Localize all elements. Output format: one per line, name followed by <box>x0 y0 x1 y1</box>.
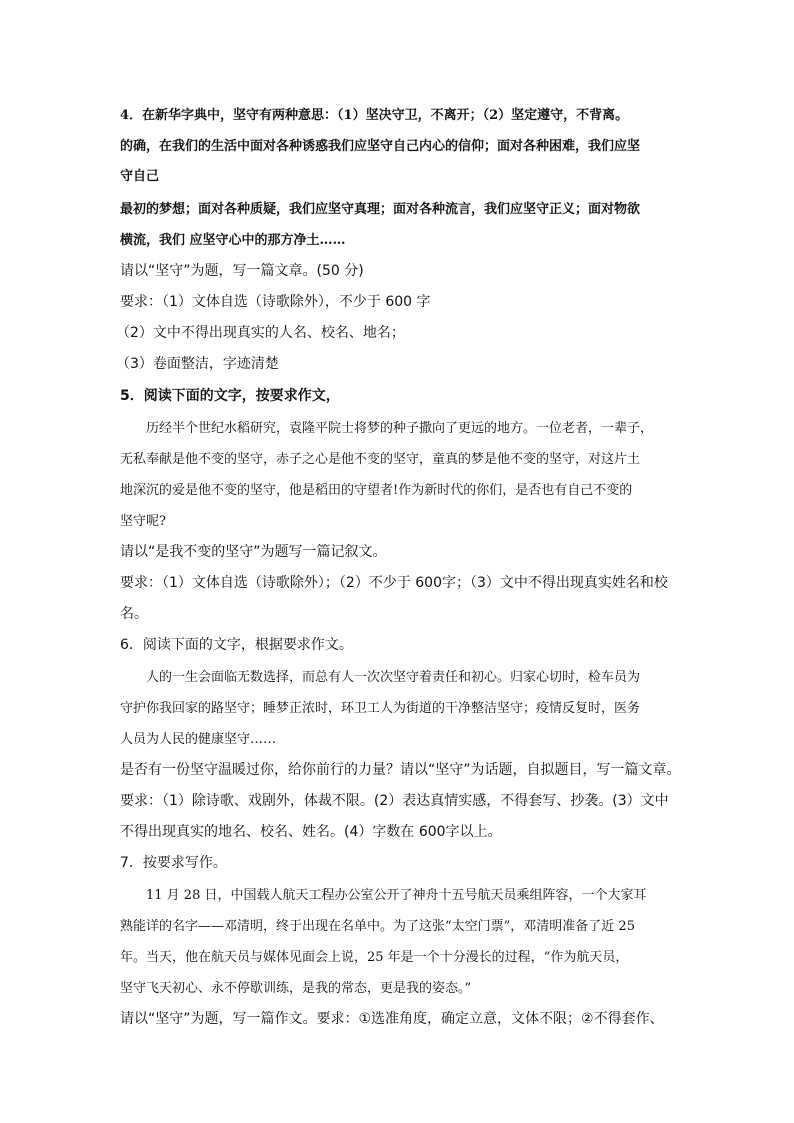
q5-requirement-1: 要求：（1）文体自选（诗歌除外）；（2）不少于 600字；（3）文中不得出现真实姓名和校 <box>120 575 668 591</box>
q6-requirement-2: 不得出现真实的地名、校名、姓名。(4）字数在 600字以上。 <box>120 824 502 840</box>
q7-task: 请以“坚守”为题，写一篇作文。要求：①选准角度，确定立意，文体不限；②不得套作、 <box>120 1011 664 1027</box>
q4-line-5: 横流，我们 应坚守心中的那方净土…… <box>120 233 346 248</box>
q4-requirement-3: （3）卷面整洁，字迹清楚 <box>116 356 279 372</box>
q7-passage-line-3: 年。当天，他在航天员与媒体见面会上说，25 年是一个十分漫长的过程，“作为航天员， <box>120 950 629 965</box>
q7-passage-line-1: 11 月 28 日，中国载人航天工程办公室公开了神舟十五号航天员乘组阵容，一个大家耳 <box>146 888 647 903</box>
q6-heading: 6．阅读下面的文字，根据要求作文。 <box>120 637 353 653</box>
q6-passage-line-1: 人的一生会面临无数选择，而总有人一次次坚守着责任和初心。归家心切时，检车员为 <box>146 670 641 685</box>
q4-requirement-2: （2）文中不得出现真实的人名、校名、地名； <box>116 325 405 341</box>
q6-requirement-1: 要求：（1）除诗歌、戏剧外，体裁不限。(2）表达真情实感，不得套写、抄袭。(3）文中 <box>120 793 669 809</box>
q5-passage-line-3: 地深沉的爱是他不变的坚守，他是稻田的守望者!作为新时代的你们，是否也有自己不变的 <box>120 483 633 498</box>
q5-passage-line-1: 历经半个世纪水稻研究，袁隆平院士将梦的种子撒向了更远的地方。一位老者，一辈子， <box>146 421 654 436</box>
q4-line-3: 守自己 <box>120 169 160 184</box>
q7-passage-line-2: 熟能详的名字——邓清明，终于出现在名单中。为了这张“太空门票”，邓清明准备了近 25 <box>120 919 635 934</box>
q5-passage-line-4: 坚守呢? <box>120 514 166 529</box>
q4-line-4: 最初的梦想；面对各种质疑，我们应坚守真理；面对各种流言，我们应坚守正义；面对物欲 <box>120 202 641 217</box>
q5-passage-line-2: 无私奉献是他不变的坚守，赤子之心是他不变的坚守，童真的梦是他不变的坚守，对这片土 <box>120 452 641 467</box>
q6-passage-line-2: 守护你我回家的路坚守；睡梦正浓时，环卫工人为街道的干净整洁坚守；疫情反复时，医务 <box>120 701 641 716</box>
q4-requirement-1: 要求：（1）文体自选（诗歌除外），不少于 600 字 <box>120 294 431 310</box>
q4-task: 请以“坚守”为题，写一篇文章。(50 分) <box>120 263 364 279</box>
q5-requirement-2: 名。 <box>120 606 148 622</box>
q5-heading: 5．阅读下面的文字，按要求作文， <box>120 388 340 404</box>
q4-line-1: 4．在新华字典中，坚守有两种意思：（1）坚决守卫，不离开；（2）坚定遵守，不背离。 <box>120 108 629 123</box>
q7-passage-line-4: 坚守飞天初心、永不停歇训练，是我的常态，更是我的姿态。” <box>120 981 472 996</box>
q6-task: 是否有一份坚守温暖过你，给你前行的力量？请以“坚守”为话题，自拟题目，写一篇文章。 <box>120 762 681 778</box>
q4-line-2: 的确，在我们的生活中面对各种诱惑我们应坚守自己内心的信仰；面对各种困难，我们应坚 <box>120 139 641 154</box>
q7-heading: 7．按要求写作。 <box>120 855 227 871</box>
q6-passage-line-3: 人员为人民的健康坚守…… <box>120 732 277 747</box>
q5-task: 请以“是我不变的坚守”为题写一篇记叙文。 <box>120 544 387 560</box>
